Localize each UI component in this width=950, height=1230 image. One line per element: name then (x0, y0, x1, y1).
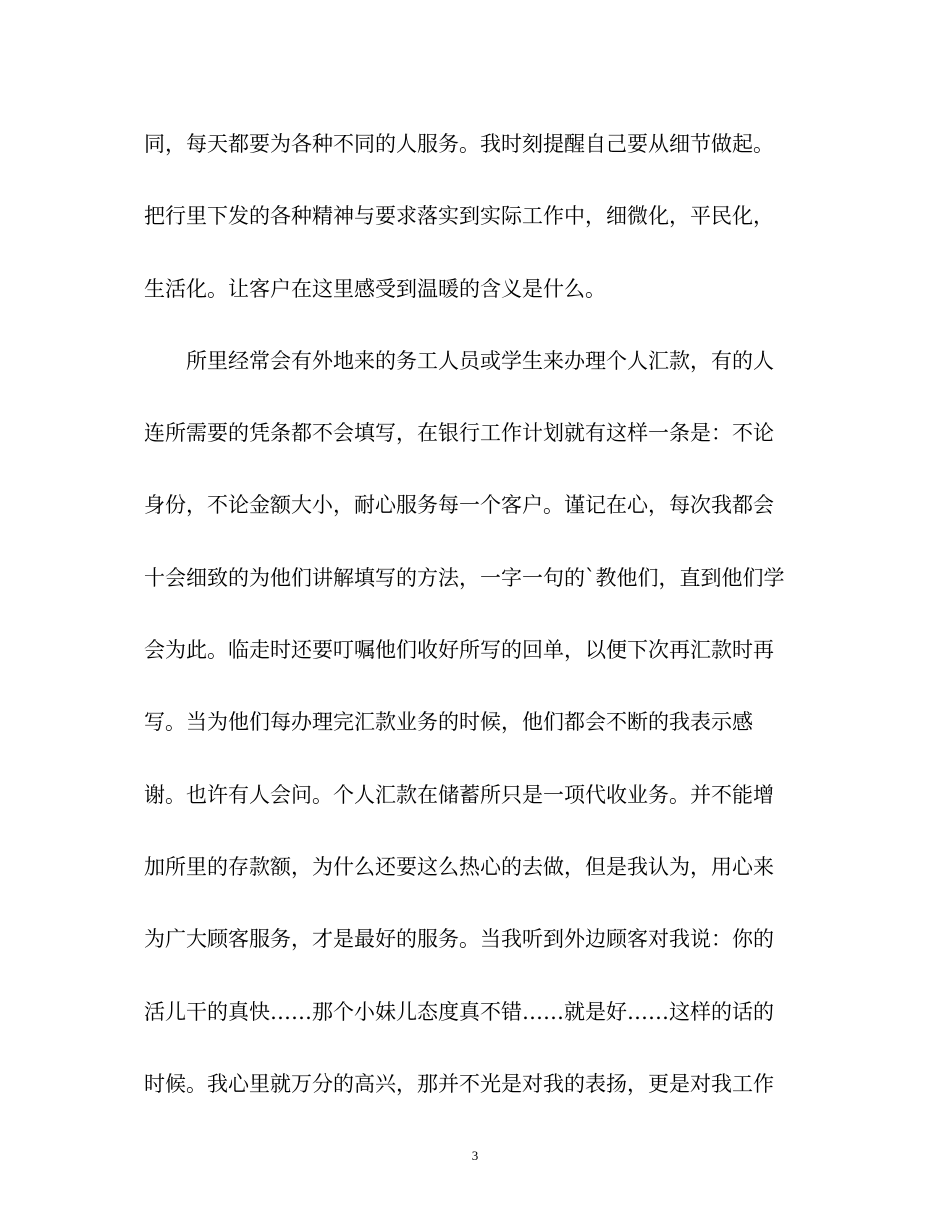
text-line: 写。当为他们每办理完汇款业务的时候，他们都会不断的我表示感 (144, 710, 753, 735)
text-line: 所里经常会有外地来的务工人员或学生来办理个人汇款，有的人 (144, 348, 774, 373)
text-line: 会为此。临走时还要叮嘱他们收好所写的回单，以便下次再汇款时再 (144, 638, 774, 663)
text-line: 加所里的存款额，为什么还要这么热心的去做，但是我认为，用心来 (144, 854, 774, 879)
text-line: 谢。也许有人会问。个人汇款在储蓄所只是一项代收业务。并不能增 (144, 782, 774, 807)
text-line: 活儿干的真快……那个小妹儿态度真不错……就是好……这样的话的 (144, 999, 774, 1024)
text-line: 同，每天都要为各种不同的人服务。我时刻提醒自己要从细节做起。 (144, 132, 774, 156)
text-line: 把行里下发的各种精神与要求落实到实际工作中，细微化，平民化， (144, 204, 774, 229)
text-line: 连所需要的凭条都不会填写，在银行工作计划就有这样一条是：不论 (144, 421, 774, 446)
text-line: 十会细致的为他们讲解填写的方法，一字一句的`教他们，直到他们学 (144, 565, 785, 590)
text-line: 生活化。让客户在这里感受到温暖的含义是什么。 (144, 276, 606, 301)
text-line: 身份，不论金额大小，耐心服务每一个客户。谨记在心，每次我都会 (144, 493, 774, 518)
text-line: 时候。我心里就万分的高兴，那并不光是对我的表扬，更是对我工作 (144, 1071, 774, 1096)
body-text (144, 124, 824, 1136)
text-line: 为广大顾客服务，才是最好的服务。当我听到外边顾客对我说：你的 (144, 927, 774, 952)
page-number: 3 (471, 1148, 479, 1163)
